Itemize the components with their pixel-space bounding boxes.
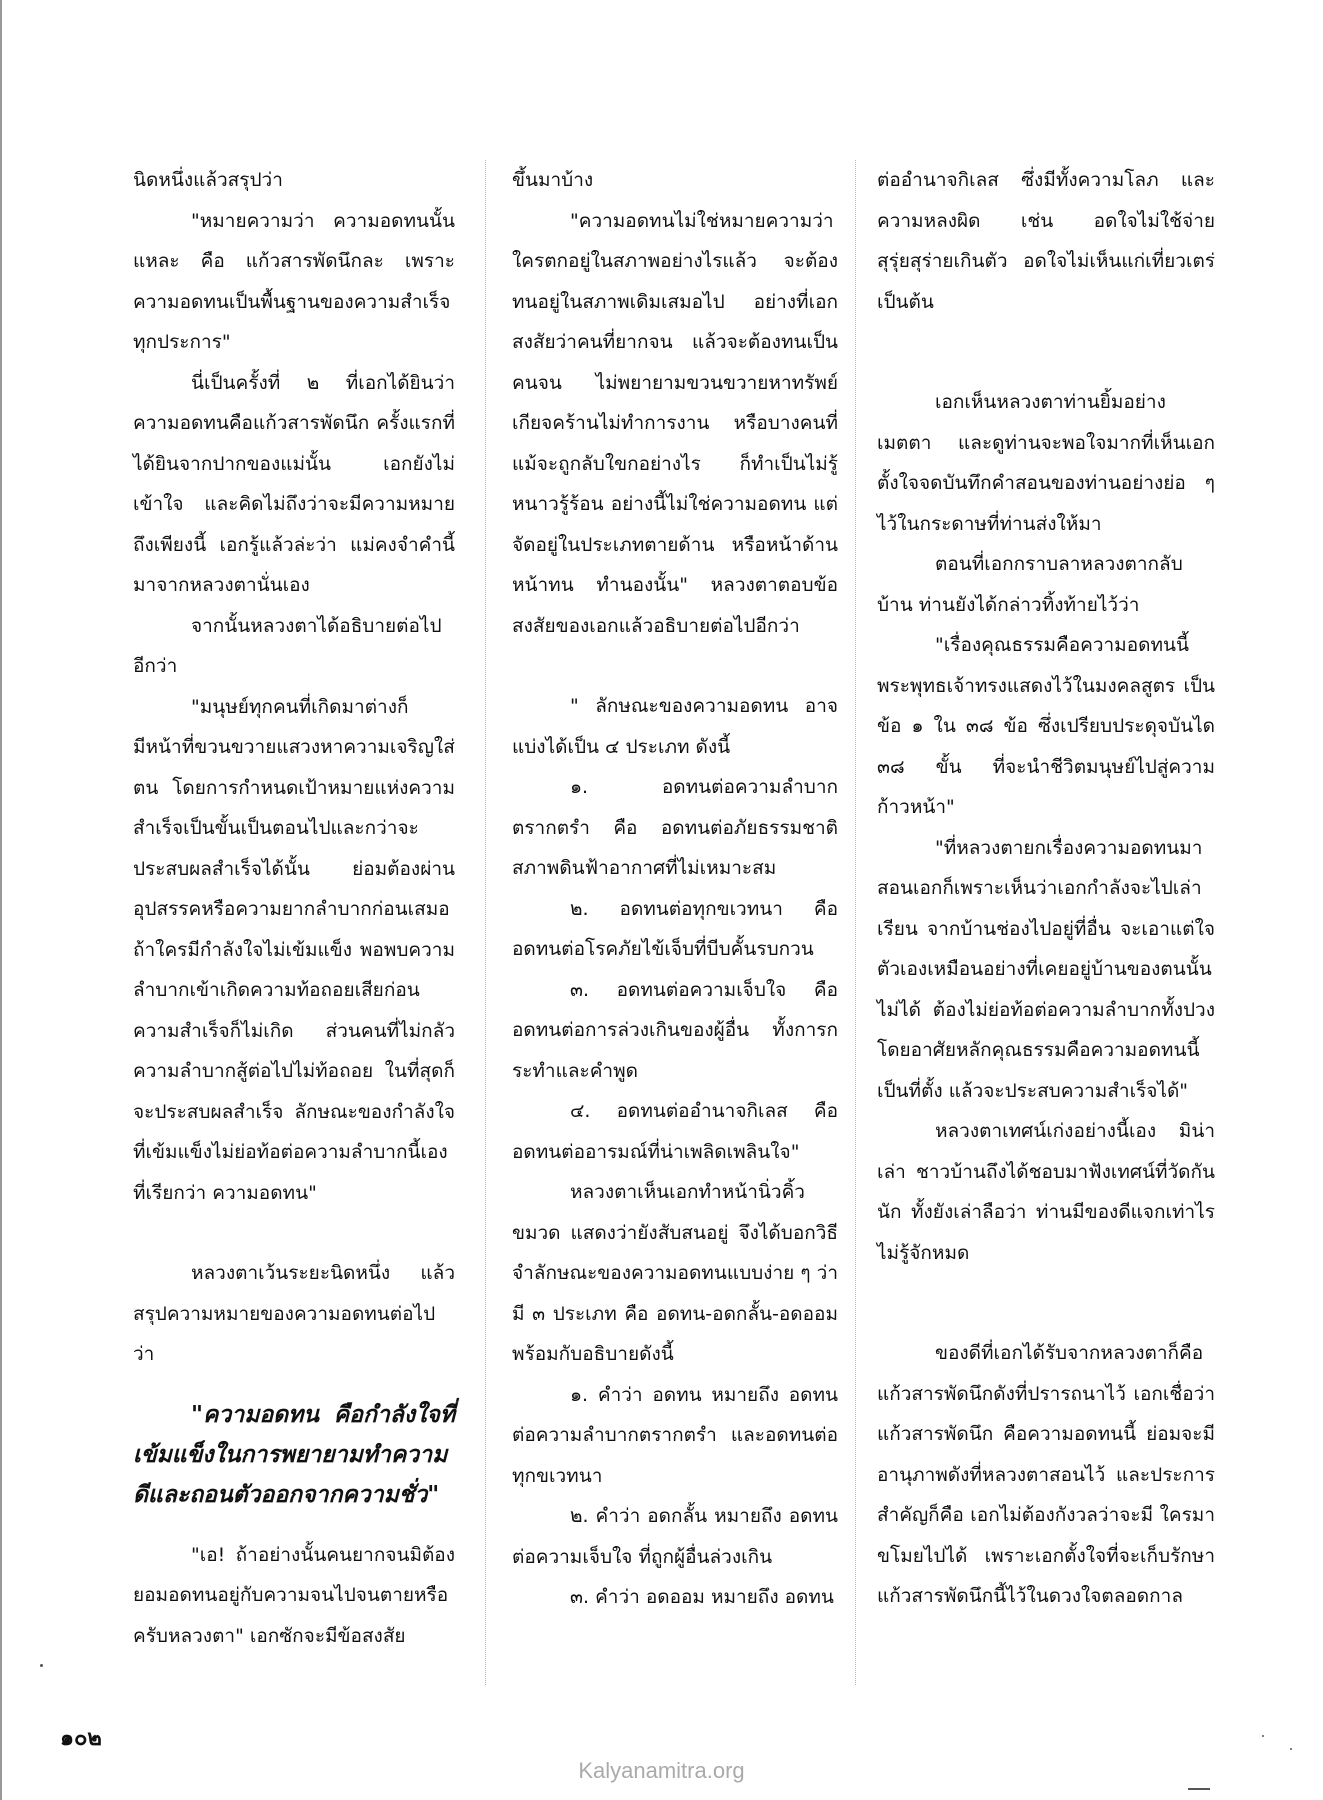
corner-mark — [1188, 1788, 1210, 1790]
paragraph-gap — [133, 1213, 455, 1253]
paragraph: นิดหนึ่งแล้วสรุปว่า — [133, 169, 283, 191]
column-divider — [855, 160, 856, 1685]
list-item: ๒. อดทนต่อทุกขเวทนา คือ อดทนต่อโรคภัยไข้เจ็บที่บีบคั้นรบกวน — [512, 897, 838, 960]
scan-speck — [40, 1664, 43, 1667]
list-item: ๓. คำว่า อดออม หมายถึง อดทน — [570, 1586, 834, 1608]
paragraph: จากนั้นหลวงตาได้อธิบายต่อไปอีกว่า — [133, 614, 442, 677]
paragraph: "เรื่องคุณธรรมคือความอดทนนี้ พระพุทธเจ้าทรงแสดงไว้ในมงคลสูตร เป็นข้อ ๑ ใน ๓๘ ข้อ ซึ่งเปรียบประดุจบันได ๓๘ ขั้น ที่จะนำชีวิตมนุษย์ไปสู่ความก้าวหน้า" — [877, 634, 1215, 818]
paragraph: "หมายความว่า ความอดทนนั้นแหละ คือ แก้วสารพัดนึกละ เพราะความอดทนเป็นพื้นฐานของความสำเร็จทุกประการ" — [133, 209, 455, 353]
paragraph-gap — [133, 1375, 455, 1395]
list-item: ๑. อดทนต่อความลำบากตรากตรำ คือ อดทนต่อภัยธรรมชาติ สภาพดินฟ้าอากาศที่ไม่เหมาะสม — [512, 776, 838, 879]
paragraph: นี่เป็นครั้งที่ ๒ ที่เอกได้ยินว่า ความอดทนคือแก้วสารพัดนึก ครั้งแรกที่ได้ยินจากปากของแม่นั้น เอกยังไม่เข้าใจ และคิดไม่ถึงว่าจะมีความหมายถึงเพียงนี้ เอกรู้แล้วล่ะว่า แม่คงจำคำนี้มาจากหลวงตานั่นเอง — [133, 371, 455, 596]
paragraph-gap — [877, 1273, 1215, 1333]
column-2 — [512, 160, 838, 1618]
paragraph: ต่ออำนาจกิเลส ซึ่งมีทั้งความโลภ และความหลงผิด เช่น อดใจไม่ใช้จ่ายสุรุ่ยสุร่ายเกินตัว อดใจไม่เห็นแก่เที่ยวเตร่เป็นต้น — [877, 169, 1215, 313]
paragraph: หลวงตาเห็นเอกทำหน้านิ่วคิ้วขมวด แสดงว่ายังสับสนอยู่ จึงได้บอกวิธีจำลักษณะของความอดทนแบบง่าย ๆ ว่า มี ๓ ประเภท คือ อดทน-อดกลั้น-อดออม พร้อมกับอธิบายดังนี้ — [512, 1181, 838, 1365]
list-item: ๑. คำว่า อดทน หมายถึง อดทนต่อความลำบากตรากตรำ และอดทนต่อทุกขเวทนา — [512, 1383, 838, 1487]
highlighted-quote: "ความอดทน คือกำลังใจที่เข้มแข็งในการพยายามทำความดีและถอนตัวออกจากความชั่ว" — [133, 1401, 455, 1508]
scan-speck — [1290, 1748, 1292, 1750]
paragraph: "ความอดทนไม่ใช่หมายความว่าใครตกอยู่ในสภาพอย่างไรแล้ว จะต้องทนอยู่ในสภาพเดิมเสมอไป อย่างที่เอกสงสัยว่าคนที่ยากจน แล้วจะต้องทนเป็นคนจน ไม่พยายามขวนขวายหาทรัพย์ เกียจคร้านไม่ทำการงาน หรือบางคนที่แม้จะถูกลับใขกอย่างไร ก็ทำเป็นไม่รู้หนาวรู้ร้อน อย่างนี้ไม่ใช่ความอดทน แต่จัดอยู่ในประเภทตายด้าน หรือหน้าด้านหน้าทน ทำนองนั้น" หลวงตาตอบข้อสงสัยของเอกแล้วอธิบายต่อไปอีกว่า — [512, 209, 838, 637]
paragraph: "ที่หลวงตายกเรื่องความอดทนมาสอนเอกก็เพราะเห็นว่าเอกกำลังจะไปเล่าเรียน จากบ้านช่องไปอยู่ที่อื่น จะเอาแต่ใจตัวเองเหมือนอย่างที่เคยอยู่บ้านของตนนั้นไม่ได้ ต้องไม่ย่อท้อต่อความลำบากทั้งปวง โดยอาศัยหลักคุณธรรมคือความอดทนนี้เป็นที่ตั้ง แล้วจะประสบความสำเร็จได้" — [877, 836, 1215, 1102]
paragraph: ขึ้นมาบ้าง — [512, 169, 594, 191]
paragraph: "เอ! ถ้าอย่างนั้นคนยากจนมิต้องยอมอดทนอยู่กับความจนไปจนตายหรือครับหลวงตา" เอกซักจะมีข้อสงสัย — [133, 1543, 455, 1647]
column-divider — [485, 160, 486, 1685]
page-number: ๑๐๒ — [60, 1726, 102, 1751]
scan-speck — [1262, 1735, 1264, 1737]
column-3 — [877, 160, 1215, 1617]
paragraph: " ลักษณะของความอดทน อาจแบ่งได้เป็น ๔ ประเภท ดังนี้ — [512, 695, 838, 758]
paragraph-gap — [512, 646, 838, 686]
paragraph: เอกเห็นหลวงตาท่านยิ้มอย่างเมตตา และดูท่านจะพอใจมากที่เห็นเอกตั้งใจจดบันทึกคำสอนของท่านอย่างย่อ ๆ ไว้ในกระดาษที่ท่านส่งให้มา — [877, 391, 1215, 535]
paragraph-gap — [877, 322, 1215, 382]
paragraph: หลวงตาเว้นระยะนิดหนึ่ง แล้วสรุปความหมายของความอดทนต่อไปว่า — [133, 1262, 455, 1365]
watermark: Kalyanamitra.org — [578, 1758, 745, 1783]
paragraph: หลวงตาเทศน์เก่งอย่างนี้เอง มิน่าเล่า ชาวบ้านถึงได้ชอบมาฟังเทศน์ที่วัดกันนัก ทั้งยังเล่าลือว่า ท่านมีของดีแจกเท่าไรไม่รู้จักหมด — [877, 1120, 1215, 1264]
list-item: ๒. คำว่า อดกลั้น หมายถึง อดทนต่อความเจ็บใจ ที่ถูกผู้อื่นล่วงเกิน — [512, 1505, 838, 1568]
list-item: ๓. อดทนต่อความเจ็บใจ คือ อดทนต่อการล่วงเกินของผู้อื่น ทั้งการกระทำและคำพูด — [512, 978, 838, 1082]
paragraph-gap — [133, 1515, 455, 1535]
paragraph: ตอนที่เอกกราบลาหลวงตากลับบ้าน ท่านยังได้กล่าวทิ้งท้ายไว้ว่า — [877, 553, 1183, 616]
list-item: ๔. อดทนต่ออำนาจกิเลส คือ อดทนต่ออารมณ์ที่น่าเพลิดเพลินใจ" — [512, 1100, 838, 1163]
column-1 — [133, 160, 455, 1656]
paragraph: "มนุษย์ทุกคนที่เกิดมาต่างก็มีหน้าที่ขวนขวายแสวงหาความเจริญใส่ตน โดยการกำหนดเป้าหมายแห่งความสำเร็จเป็นขั้นเป็นตอนไปและกว่าจะประสบผลสำเร็จได้นั้น ย่อมต้องผ่านอุปสรรคหรือความยากลำบากก่อนเสมอ ถ้าใครมีกำลังใจไม่เข้มแข็ง พอพบความลำบากเข้าเกิดความท้อถอยเสียก่อน ความสำเร็จก็ไม่เกิด ส่วนคนที่ไม่กลัวความลำบากสู้ต่อไปไม่ท้อถอย ในที่สุดก็จะประสบผลสำเร็จ ลักษณะของกำลังใจที่เข้มแข็งไม่ย่อท้อต่อความลำบากนี้เอง ที่เรียกว่า ความอดทน" — [133, 695, 455, 1204]
paragraph: ของดีที่เอกได้รับจากหลวงตาก็คือ แก้วสารพัดนึกดังที่ปรารถนาไว้ เอกเชื่อว่าแก้วสารพัดนึก คือความอดทนนี้ ย่อมจะมีอานุภาพดังที่หลวงตาสอนไว้ และประการสำคัญก็คือ เอกไม่ต้องกังวลว่าจะมี ใครมาขโมยไปได้ เพราะเอกตั้งใจที่จะเก็บรักษาแก้วสารพัดนึกนี้ไว้ในดวงใจตลอดกาล — [877, 1342, 1215, 1607]
